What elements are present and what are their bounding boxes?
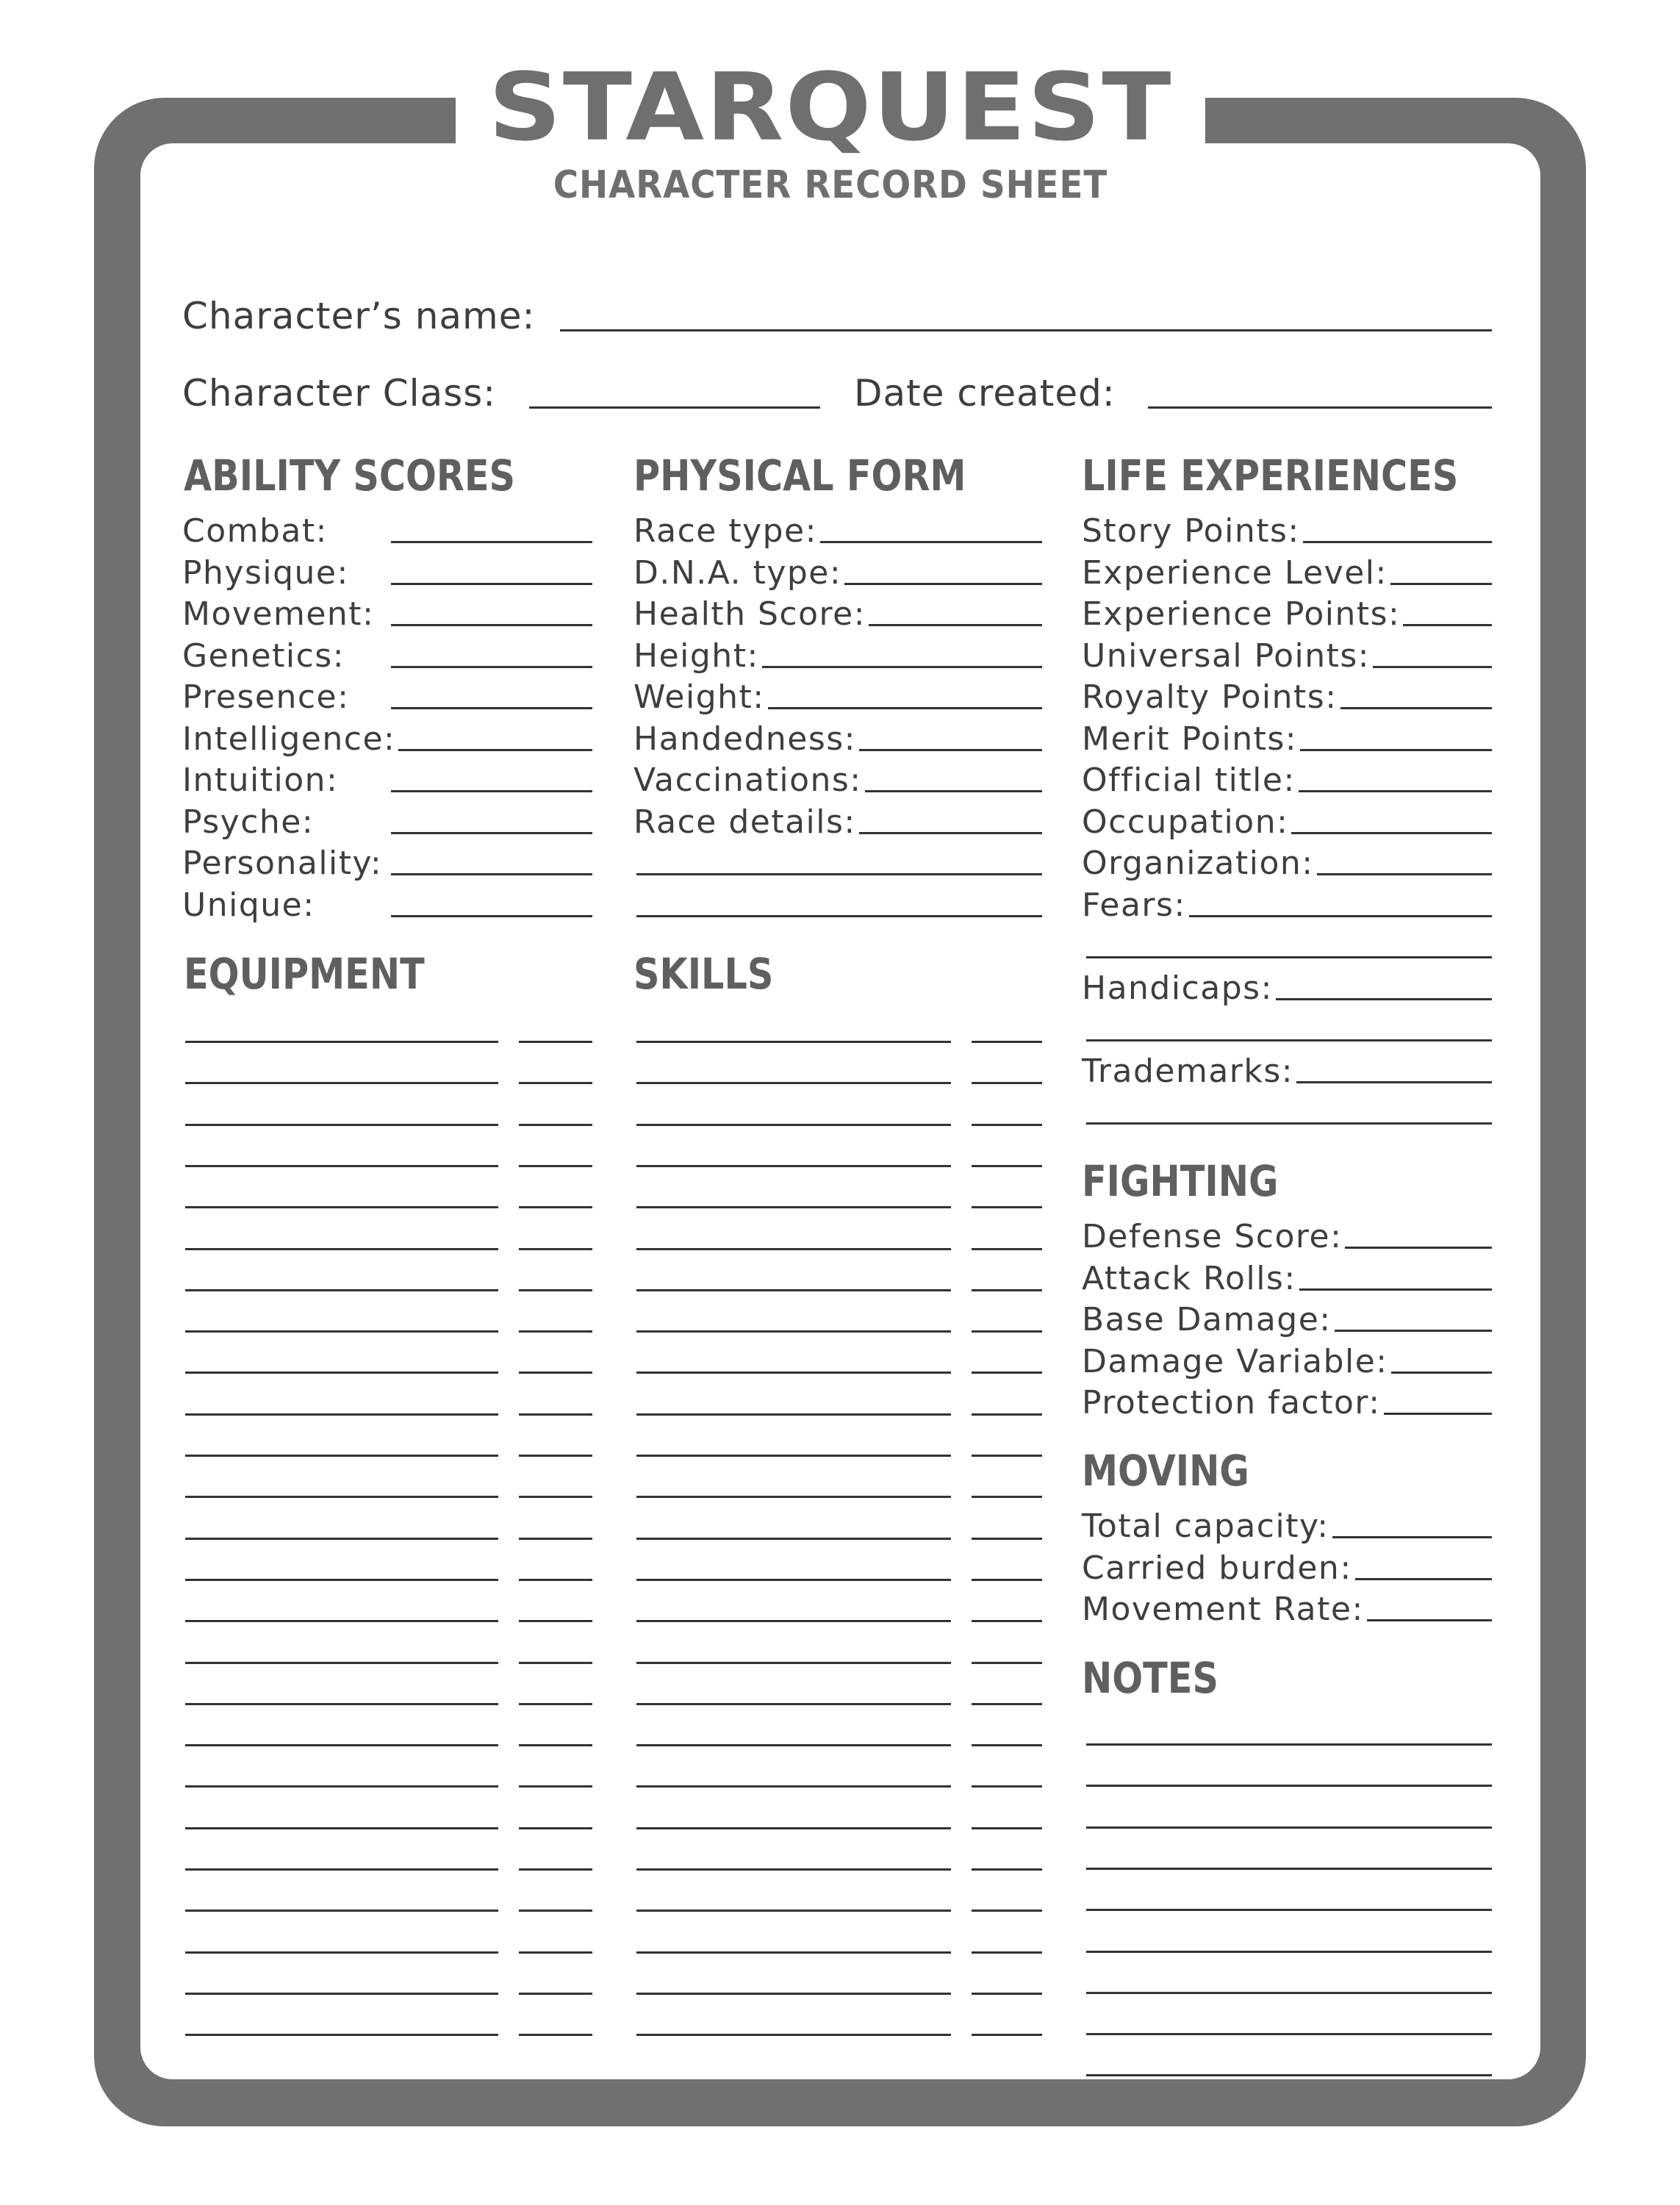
skill-level-field[interactable]: [972, 1248, 1042, 1250]
physical-form-field[interactable]: [820, 541, 1042, 543]
equipment-item-field[interactable]: [185, 1496, 498, 1498]
life-experience-label: Royalty Points:: [1082, 678, 1338, 716]
moving-label: Total capacity:: [1082, 1507, 1329, 1545]
equipment-qty-field[interactable]: [519, 1951, 592, 1954]
life-experience-field[interactable]: [1300, 749, 1492, 751]
physical-form-extra-field[interactable]: [636, 915, 1042, 917]
notes-line-field[interactable]: [1086, 1992, 1492, 1994]
equipment-item-field[interactable]: [185, 1579, 498, 1581]
equipment-item-field[interactable]: [185, 1124, 498, 1126]
skill-item-field[interactable]: [636, 1868, 951, 1871]
notes-line-field[interactable]: [1086, 1826, 1492, 1829]
life-experience-field[interactable]: [1291, 832, 1492, 834]
life-experience-field[interactable]: [1303, 541, 1492, 543]
life-experience-label: Universal Points:: [1082, 637, 1371, 675]
life-experience-field[interactable]: [1340, 707, 1492, 709]
notes-line-field[interactable]: [1086, 1868, 1492, 1870]
skill-level-field[interactable]: [972, 1041, 1042, 1043]
physical-form-field[interactable]: [859, 832, 1042, 834]
notes-line-field[interactable]: [1086, 2033, 1492, 2035]
equipment-item-field[interactable]: [185, 1868, 498, 1871]
moving-field[interactable]: [1355, 1578, 1492, 1580]
physical-form-heading: PHYSICAL FORM: [633, 451, 966, 501]
equipment-item-field[interactable]: [185, 1785, 498, 1788]
equipment-qty-field[interactable]: [519, 1041, 592, 1043]
notes-line-field[interactable]: [1086, 1743, 1492, 1746]
notes-line-field[interactable]: [1086, 2074, 1492, 2076]
skill-item-field[interactable]: [636, 1496, 951, 1498]
skill-level-field[interactable]: [972, 1455, 1042, 1457]
character-class-label: Character Class:: [182, 372, 497, 415]
equipment-qty-field[interactable]: [519, 1413, 592, 1416]
physical-form-label: Race type:: [633, 512, 817, 550]
life-experience-field[interactable]: [1317, 873, 1492, 875]
equipment-qty-field[interactable]: [519, 1330, 592, 1333]
ability-score-label: Intelligence:: [182, 720, 396, 758]
equipment-item-field[interactable]: [185, 1041, 498, 1043]
skill-item-field[interactable]: [636, 1248, 951, 1250]
fighting-field[interactable]: [1384, 1413, 1492, 1415]
moving-field[interactable]: [1332, 1536, 1492, 1538]
physical-form-field[interactable]: [865, 790, 1042, 792]
equipment-item-field[interactable]: [185, 1082, 498, 1084]
skill-item-field[interactable]: [636, 1827, 951, 1829]
life-experience-label: Merit Points:: [1082, 720, 1298, 758]
character-class-field[interactable]: [529, 406, 820, 409]
equipment-item-field[interactable]: [185, 1330, 498, 1333]
physical-form-label: Race details:: [633, 803, 856, 841]
sheet-body: [140, 143, 1540, 2079]
equipment-item-field[interactable]: [185, 1827, 498, 1829]
equipment-item-field[interactable]: [185, 2034, 498, 2036]
ability-score-label: Combat:: [182, 512, 328, 550]
notes-line-field[interactable]: [1086, 1785, 1492, 1787]
equipment-qty-field[interactable]: [519, 1827, 592, 1829]
fighting-label: Defense Score:: [1082, 1218, 1343, 1255]
equipment-item-field[interactable]: [185, 1910, 498, 1912]
equipment-item-field[interactable]: [185, 1289, 498, 1291]
fighting-field[interactable]: [1299, 1288, 1492, 1291]
physical-form-label: Vaccinations:: [633, 761, 862, 799]
life-experience-field[interactable]: [1390, 583, 1492, 585]
skill-item-field[interactable]: [636, 1579, 951, 1581]
notes-heading: NOTES: [1082, 1653, 1218, 1703]
moving-heading: MOVING: [1082, 1446, 1249, 1496]
physical-form-field[interactable]: [844, 583, 1042, 585]
equipment-qty-field[interactable]: [519, 1579, 592, 1581]
skill-level-field[interactable]: [972, 1868, 1042, 1871]
skill-item-field[interactable]: [636, 1413, 951, 1416]
ability-score-label: Movement:: [182, 595, 375, 633]
skill-item-field[interactable]: [636, 1041, 951, 1043]
skill-item-field[interactable]: [636, 1703, 951, 1705]
skill-item-field[interactable]: [636, 1620, 951, 1622]
physical-form-label: D.N.A. type:: [633, 553, 842, 592]
equipment-qty-field[interactable]: [519, 1910, 592, 1912]
fighting-field[interactable]: [1335, 1330, 1492, 1332]
life-experience-field[interactable]: [1299, 790, 1492, 792]
equipment-qty-field[interactable]: [519, 1662, 592, 1664]
equipment-qty-field[interactable]: [519, 1703, 592, 1705]
ability-score-field[interactable]: [391, 541, 592, 543]
skill-level-field[interactable]: [972, 1413, 1042, 1416]
skill-item-field[interactable]: [636, 1951, 951, 1954]
skill-item-field[interactable]: [636, 1372, 951, 1374]
skill-level-field[interactable]: [972, 1289, 1042, 1291]
life-experience-field[interactable]: [1373, 666, 1492, 668]
life-experience-label: Fears:: [1082, 886, 1186, 924]
moving-field[interactable]: [1367, 1619, 1492, 1621]
equipment-item-field[interactable]: [185, 1993, 498, 1995]
life-experience-label: Experience Level:: [1082, 553, 1388, 592]
skill-item-field[interactable]: [636, 1910, 951, 1912]
life-experience-label: Occupation:: [1082, 803, 1289, 841]
skill-level-field[interactable]: [972, 1082, 1042, 1084]
ability-score-label: Psyche:: [182, 803, 315, 841]
equipment-qty-field[interactable]: [519, 1206, 592, 1208]
fighting-label: Protection factor:: [1082, 1384, 1381, 1421]
fighting-field[interactable]: [1345, 1247, 1492, 1249]
equipment-qty-field[interactable]: [519, 1289, 592, 1291]
equipment-item-field[interactable]: [185, 1372, 498, 1374]
skill-item-field[interactable]: [636, 1206, 951, 1208]
date-created-field[interactable]: [1148, 406, 1492, 409]
moving-label: Carried burden:: [1082, 1549, 1352, 1587]
skill-item-field[interactable]: [636, 1289, 951, 1291]
skill-level-field[interactable]: [972, 1951, 1042, 1954]
skill-item-field[interactable]: [636, 1455, 951, 1457]
life-experience-label: Organization:: [1082, 845, 1314, 882]
date-created-label: Date created:: [854, 372, 1116, 415]
skill-item-field[interactable]: [636, 1662, 951, 1664]
ability-score-field[interactable]: [391, 707, 592, 709]
equipment-qty-field[interactable]: [519, 1993, 592, 1995]
skill-item-field[interactable]: [636, 1744, 951, 1746]
skill-level-field[interactable]: [972, 2034, 1042, 2036]
fears-extra-field[interactable]: [1086, 956, 1492, 958]
equipment-qty-field[interactable]: [519, 1496, 592, 1498]
ability-score-label: Unique:: [182, 886, 315, 924]
ability-score-label: Genetics:: [182, 637, 345, 675]
equipment-item-field[interactable]: [185, 1703, 498, 1705]
physical-form-field[interactable]: [762, 666, 1042, 668]
equipment-qty-field[interactable]: [519, 1538, 592, 1540]
skill-item-field[interactable]: [636, 1082, 951, 1084]
life-experience-label: Story Points:: [1082, 512, 1300, 550]
skill-level-field[interactable]: [972, 1165, 1042, 1167]
equipment-heading: EQUIPMENT: [184, 949, 425, 999]
trademarks-extra-field[interactable]: [1086, 1122, 1492, 1125]
equipment-qty-field[interactable]: [519, 1455, 592, 1457]
skill-level-field[interactable]: [972, 1538, 1042, 1540]
ability-score-field[interactable]: [398, 749, 592, 751]
life-experience-field[interactable]: [1403, 624, 1492, 626]
ability-score-field[interactable]: [391, 832, 592, 834]
skill-item-field[interactable]: [636, 1538, 951, 1540]
skill-level-field[interactable]: [972, 1206, 1042, 1208]
skill-item-field[interactable]: [636, 2034, 951, 2036]
character-name-label: Character’s name:: [182, 295, 536, 337]
character-name-field[interactable]: [560, 329, 1492, 331]
physical-form-label: Height:: [633, 637, 759, 675]
skill-level-field[interactable]: [972, 1785, 1042, 1788]
equipment-item-field[interactable]: [185, 1620, 498, 1622]
fighting-label: Base Damage:: [1082, 1301, 1332, 1338]
skill-level-field[interactable]: [972, 1993, 1042, 1995]
physical-form-field[interactable]: [768, 707, 1042, 709]
ability-score-label: Presence:: [182, 678, 350, 716]
equipment-qty-field[interactable]: [519, 1744, 592, 1746]
physical-form-extra-field[interactable]: [636, 873, 1042, 875]
skill-level-field[interactable]: [972, 1744, 1042, 1746]
skill-level-field[interactable]: [972, 1579, 1042, 1581]
physical-form-field[interactable]: [859, 749, 1042, 751]
skill-level-field[interactable]: [972, 1372, 1042, 1374]
equipment-item-field[interactable]: [185, 1662, 498, 1664]
equipment-qty-field[interactable]: [519, 1785, 592, 1788]
equipment-qty-field[interactable]: [519, 1165, 592, 1167]
ability-score-field[interactable]: [391, 583, 592, 585]
equipment-item-field[interactable]: [185, 1455, 498, 1457]
life-experience-label: Experience Points:: [1082, 595, 1401, 633]
ability-score-field[interactable]: [391, 790, 592, 792]
trademarks-field[interactable]: [1296, 1081, 1492, 1083]
equipment-item-field[interactable]: [185, 1165, 498, 1167]
skill-item-field[interactable]: [636, 1785, 951, 1788]
physical-form-label: Weight:: [633, 678, 765, 716]
ability-score-field[interactable]: [391, 873, 592, 875]
handicaps-label: Handicaps:: [1082, 969, 1273, 1007]
equipment-qty-field[interactable]: [519, 1082, 592, 1084]
skill-level-field[interactable]: [972, 1620, 1042, 1622]
handicaps-extra-field[interactable]: [1086, 1039, 1492, 1041]
skill-item-field[interactable]: [636, 1165, 951, 1167]
skill-item-field[interactable]: [636, 1993, 951, 1995]
ability-scores-heading: ABILITY SCORES: [184, 451, 516, 501]
fighting-field[interactable]: [1391, 1372, 1492, 1374]
equipment-item-field[interactable]: [185, 1744, 498, 1746]
ability-score-field[interactable]: [391, 915, 592, 917]
skill-level-field[interactable]: [972, 1703, 1042, 1705]
ability-score-field[interactable]: [391, 624, 592, 626]
equipment-item-field[interactable]: [185, 1538, 498, 1540]
ability-score-field[interactable]: [391, 666, 592, 668]
equipment-item-field[interactable]: [185, 1248, 498, 1250]
fighting-label: Attack Rolls:: [1082, 1259, 1296, 1297]
life-experience-field[interactable]: [1189, 915, 1492, 917]
physical-form-label: Health Score:: [633, 595, 866, 633]
skill-item-field[interactable]: [636, 1124, 951, 1126]
ability-score-label: Intuition:: [182, 761, 339, 799]
equipment-qty-field[interactable]: [519, 1868, 592, 1871]
skill-level-field[interactable]: [972, 1496, 1042, 1498]
handicaps-field[interactable]: [1276, 998, 1492, 1000]
physical-form-label: Handedness:: [633, 720, 856, 758]
fighting-label: Damage Variable:: [1082, 1342, 1388, 1380]
equipment-item-field[interactable]: [185, 1951, 498, 1954]
equipment-qty-field[interactable]: [519, 1248, 592, 1250]
ability-score-label: Personality:: [182, 845, 383, 882]
equipment-qty-field[interactable]: [519, 1124, 592, 1126]
equipment-item-field[interactable]: [185, 1413, 498, 1416]
notes-line-field[interactable]: [1086, 1909, 1492, 1911]
skill-level-field[interactable]: [972, 1827, 1042, 1829]
fighting-heading: FIGHTING: [1082, 1156, 1279, 1206]
life-experience-label: Official title:: [1082, 761, 1296, 799]
skill-level-field[interactable]: [972, 1330, 1042, 1333]
equipment-qty-field[interactable]: [519, 2034, 592, 2036]
skill-level-field[interactable]: [972, 1662, 1042, 1664]
equipment-item-field[interactable]: [185, 1206, 498, 1208]
skill-level-field[interactable]: [972, 1910, 1042, 1912]
skills-heading: SKILLS: [633, 949, 774, 999]
sheet-title: STARQUEST: [488, 52, 1173, 162]
sheet-subtitle: CHARACTER RECORD SHEET: [553, 163, 1108, 207]
skill-level-field[interactable]: [972, 1124, 1042, 1126]
skill-item-field[interactable]: [636, 1330, 951, 1333]
trademarks-label: Trademarks:: [1082, 1052, 1294, 1090]
physical-form-field[interactable]: [869, 624, 1042, 626]
ability-score-label: Physique:: [182, 553, 349, 592]
equipment-qty-field[interactable]: [519, 1372, 592, 1374]
notes-line-field[interactable]: [1086, 1951, 1492, 1953]
life-experiences-heading: LIFE EXPERIENCES: [1082, 451, 1459, 501]
equipment-qty-field[interactable]: [519, 1620, 592, 1622]
moving-label: Movement Rate:: [1082, 1591, 1364, 1628]
